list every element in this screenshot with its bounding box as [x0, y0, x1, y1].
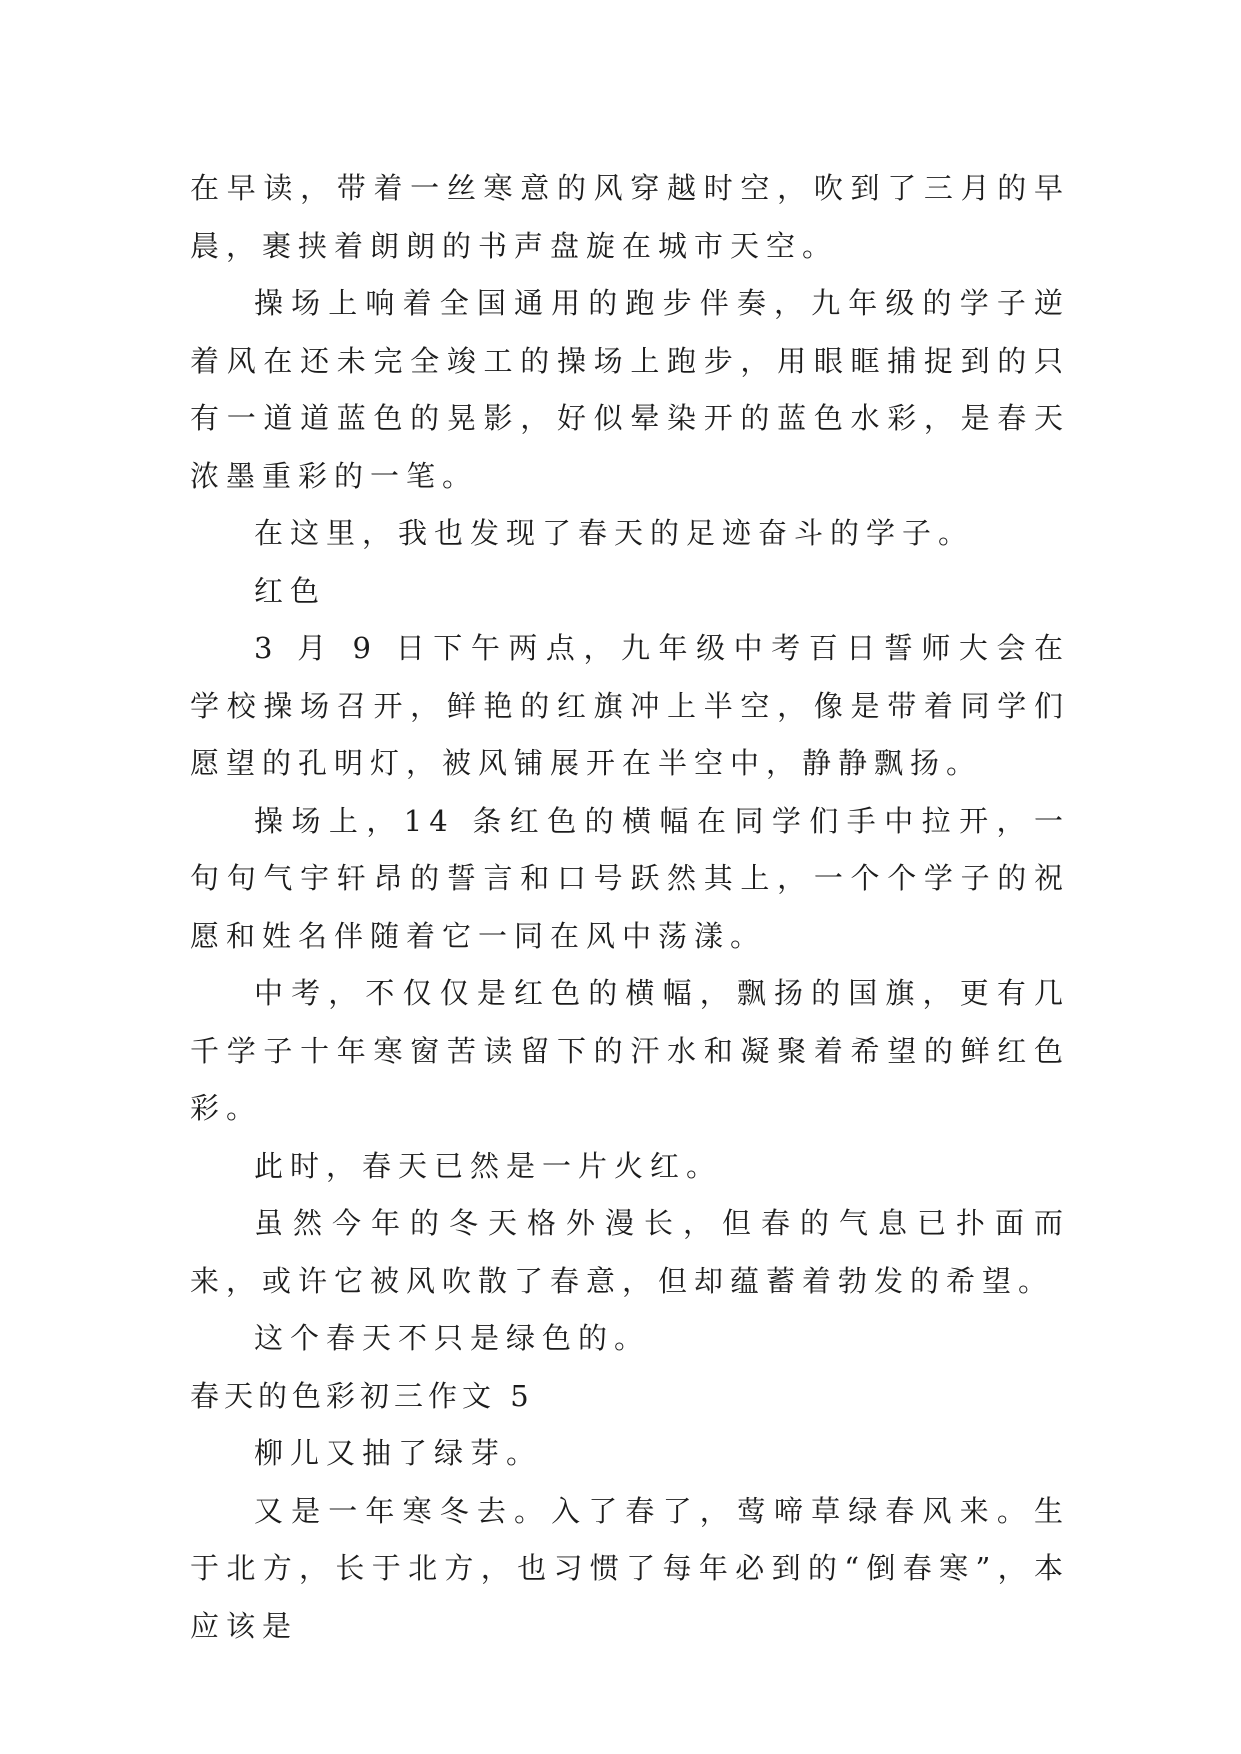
paragraph: 3 月 9 日下午两点，九年级中考百日誓师大会在学校操场召开，鲜艳的红旗冲上半空，像是带着同学们愿望的孔明灯，被风铺展开在半空中，静静飘扬。 — [190, 631, 1070, 780]
paragraph: 在早读，带着一丝寒意的风穿越时空，吹到了三月的早晨，裹挟着朗朗的书声盘旋在城市天空。 — [190, 171, 1070, 263]
section-label: 红色 — [254, 573, 327, 608]
essay-title: 春天的色彩初三作文 5 — [190, 1378, 534, 1413]
paragraph: 虽然今年的冬天格外漫长，但春的气息已扑面而来，或许它被风吹散了春意，但却蕴蓄着勃发的希望。 — [190, 1206, 1070, 1298]
paragraph: 操场上，14 条红色的横幅在同学们手中拉开，一句句气宇轩昂的誓言和口号跃然其上，一个个学子的祝愿和姓名伴随着它一同在风中荡漾。 — [190, 803, 1070, 953]
paragraph: 此时，春天已然是一片火红。 — [254, 1148, 723, 1183]
paragraph: 又是一年寒冬去。入了春了，莺啼草绿春风来。生于北方，长于北方，也习惯了每年必到的“倒春寒”，本应该是 — [190, 1493, 1070, 1643]
paragraph: 这个春天不只是绿色的。 — [254, 1321, 651, 1355]
paragraph: 操场上响着全国通用的跑步伴奏，九年级的学子逆着风在还未完全竣工的操场上跑步，用眼眶捕捉到的只有一道道蓝色的晃影，好似晕染开的蓝色水彩，是春天浓墨重彩的一笔。 — [190, 286, 1070, 493]
paragraph: 在这里，我也发现了春天的足迹奋斗的学子。 — [254, 516, 975, 550]
paragraph: 中考，不仅仅是红色的横幅，飘扬的国旗，更有几千学子十年寒窗苦读留下的汗水和凝聚着希望的鲜红色彩。 — [190, 976, 1070, 1125]
document-body — [190, 160, 1070, 1655]
paragraph: 柳儿又抽了绿芽。 — [254, 1436, 543, 1470]
